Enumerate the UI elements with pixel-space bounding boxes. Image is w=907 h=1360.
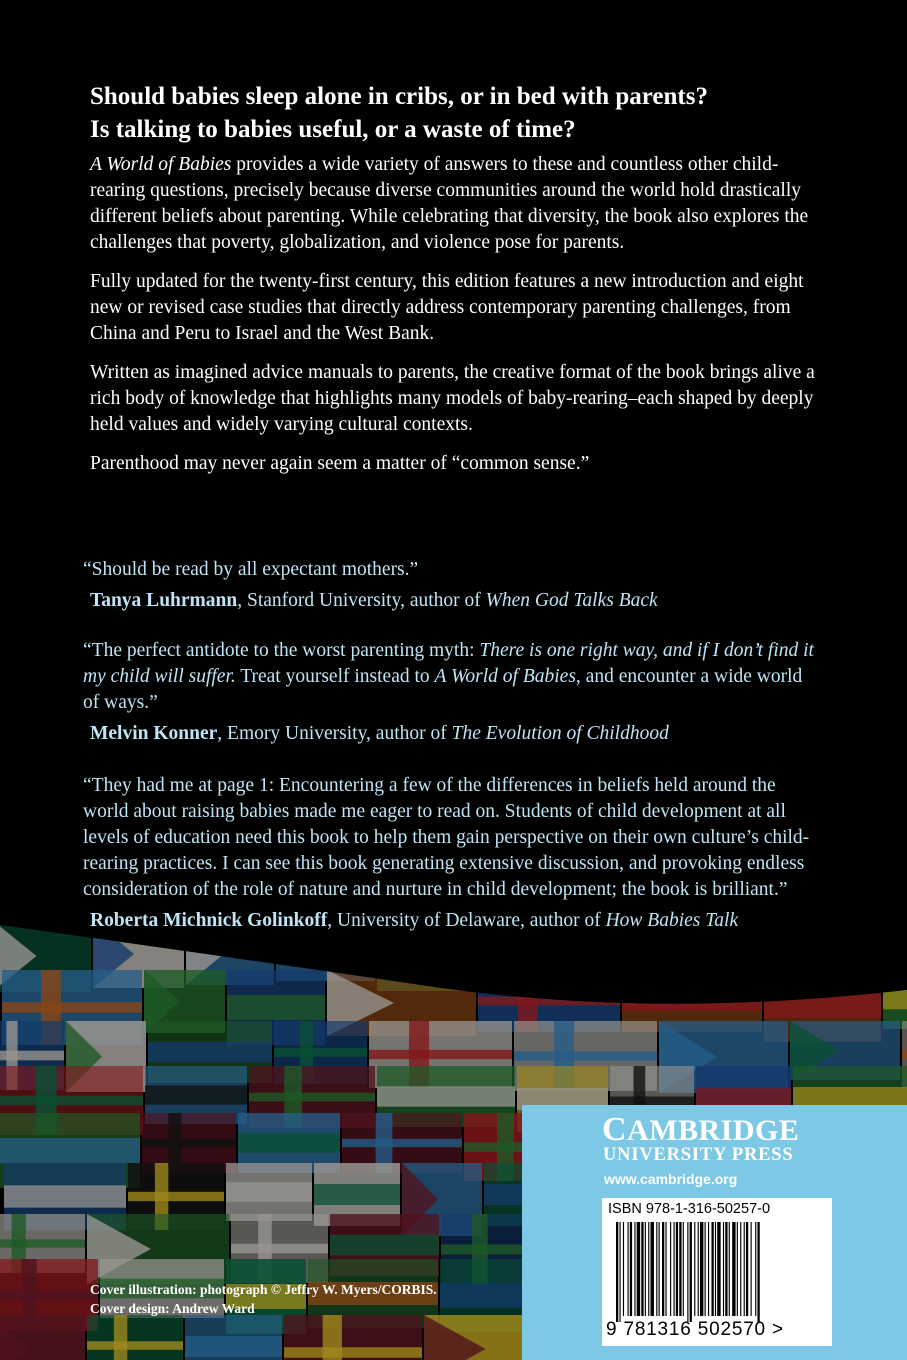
barcode-bar	[616, 1222, 618, 1322]
barcode-digits: 9 781316 502570 >	[606, 1319, 784, 1340]
barcode-bar	[634, 1222, 635, 1316]
barcode-bar	[662, 1222, 664, 1316]
headline-line-2: Is talking to babies useful, or a waste of time?	[90, 116, 576, 143]
blurb-paragraph-2: Fully updated for the twenty-first century, this edition features a new introduction and eight new or revised case studies that directly address contemporary parenting challenges, from China and Peru to Israel and the West Bank.	[90, 271, 804, 344]
blurb	[90, 80, 830, 477]
review-attribution: Tanya Luhrmann, Stanford University, author of When God Talks Back	[90, 590, 658, 611]
barcode-bar	[645, 1222, 646, 1316]
isbn-label: ISBN 978-1-316-50257-0	[608, 1201, 771, 1217]
cover-credits	[90, 1280, 437, 1318]
illustration-credit: Cover illustration: photograph © Jeffry W. Myers/CORBIS.	[90, 1282, 437, 1297]
barcode-bar	[746, 1222, 748, 1316]
barcode-bar	[648, 1222, 649, 1316]
reviewer-book: When God Talks Back	[485, 590, 658, 611]
blurb-paragraph-1: A World of Babies provides a wide variety of answers to these and countless other child-rearing questions, precisely because diverse communities around the world hold drastically different beliefs about parenting. While celebrating that diversity, the book also explores the challenges that poverty, globalization, and violence pose for parents.	[90, 154, 809, 253]
review-3	[83, 773, 823, 934]
reviewer-name: Roberta Michnick Golinkoff	[90, 910, 328, 931]
publisher-url: www.cambridge.org	[604, 1171, 738, 1187]
review-attribution: Melvin Konner, Emory University, author of The Evolution of Childhood	[90, 723, 669, 744]
review-2	[83, 638, 823, 747]
barcode-bar	[665, 1222, 666, 1316]
barcode-bar	[637, 1222, 640, 1316]
barcode-bar	[715, 1222, 716, 1316]
barcode-bar	[679, 1222, 681, 1316]
barcode-bar	[717, 1222, 720, 1316]
barcode-bar	[641, 1222, 643, 1316]
barcode-bar	[687, 1222, 688, 1322]
publisher-box	[522, 1105, 907, 1360]
barcode-bar	[725, 1222, 727, 1316]
review-quote: “They had me at page 1: Encountering a few of the differences in beliefs held around the world about raising babies made me eager to read on. Students of child development at all levels of education need this book to help them gain perspective on their own culture’s child-rearing practices. I can see this book generating extensive discussion, and provoking endless consideration of the role of nature and nurture in child development; the book is brilliant.”	[83, 775, 810, 900]
barcode-bar	[619, 1222, 620, 1322]
barcode-bar	[740, 1222, 741, 1316]
barcode-bar	[711, 1222, 713, 1316]
headline-line-1: Should babies sleep alone in cribs, or in bed with parents?	[90, 83, 708, 110]
barcode-bar	[755, 1222, 756, 1316]
barcode-bar	[670, 1222, 671, 1316]
reviewer-book: How Babies Talk	[605, 910, 739, 931]
barcode-bar	[723, 1222, 724, 1316]
barcode-bar	[683, 1222, 684, 1316]
barcode-bar	[705, 1222, 706, 1316]
review-quote: “Should be read by all expectant mothers.”	[83, 559, 419, 580]
barcode-bar	[694, 1222, 695, 1316]
reviewer-name: Melvin Konner	[90, 723, 218, 744]
barcode-bar	[732, 1222, 735, 1316]
barcode-bar	[676, 1222, 678, 1316]
review-1	[83, 557, 823, 614]
isbn-barcode	[602, 1198, 832, 1346]
publisher-press: UNIVERSITY PRESS	[603, 1145, 794, 1165]
barcode-bar	[700, 1222, 703, 1316]
book-title: A World of Babies	[90, 154, 232, 175]
reviewer-book: The Evolution of Childhood	[451, 723, 669, 744]
barcode-bar	[744, 1222, 745, 1316]
barcode-bar	[698, 1222, 699, 1316]
barcode-bar	[659, 1222, 660, 1316]
review-attribution: Roberta Michnick Golinkoff, University of Delaware, author of How Babies Talk	[90, 910, 739, 931]
barcode-bar	[674, 1222, 675, 1316]
barcode-bar	[751, 1222, 752, 1316]
review-quote: “The perfect antidote to the worst parenting myth: There is one right way, and if I don’t find it my child will suffer. Treat yourself instead to A World of Babies, and encounter a wide world of ways.”	[83, 640, 814, 713]
publisher-name: CAMBRIDGE	[602, 1111, 800, 1148]
barcode-bar	[623, 1222, 624, 1316]
barcode-bar	[729, 1222, 730, 1316]
barcode-bar	[628, 1222, 629, 1316]
barcode-bar	[630, 1222, 632, 1316]
design-credit: Cover design: Andrew Ward	[90, 1301, 255, 1316]
flag-patch	[830, 920, 907, 985]
barcode-bar	[690, 1222, 692, 1322]
reviewer-name: Tanya Luhrmann	[90, 590, 238, 611]
barcode-bar	[708, 1222, 709, 1316]
barcode-bar	[651, 1222, 654, 1316]
barcode-bar	[737, 1222, 738, 1316]
blurb-paragraph-4: Parenthood may never again seem a matter of “common sense.”	[90, 453, 590, 474]
barcode-bar	[656, 1222, 657, 1316]
blurb-paragraph-3: Written as imagined advice manuals to parents, the creative format of the book brings alive a rich body of knowledge that highlights many models of baby-rearing–each shaped by deeply held values and widely varying cultural contexts.	[90, 362, 815, 435]
headline	[90, 80, 830, 146]
barcode-bar	[757, 1222, 759, 1322]
